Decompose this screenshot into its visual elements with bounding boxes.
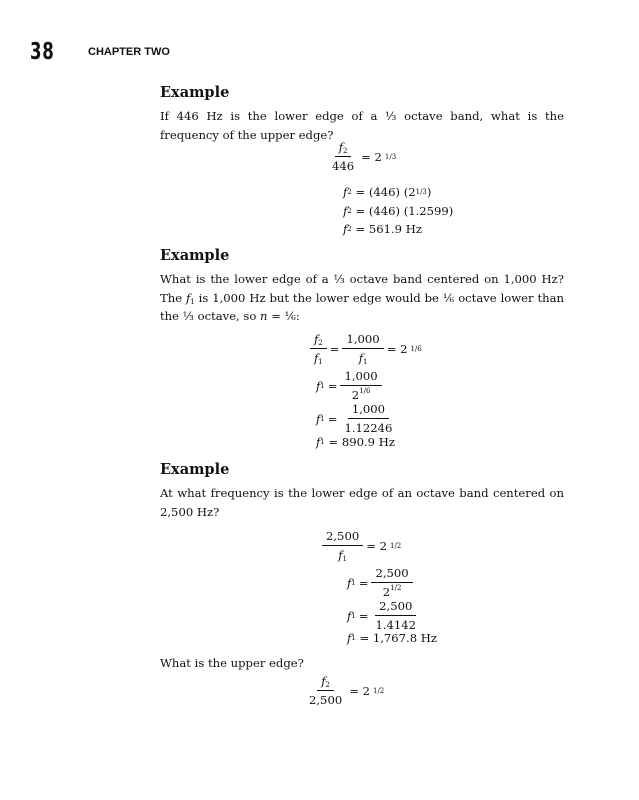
equation-result: f 1 = 890.9 Hz bbox=[316, 435, 395, 449]
question-text: What is the lower edge of a ⅓ octave band centered on 1,000 Hz? The bbox=[160, 272, 564, 305]
fraction bbox=[328, 140, 358, 173]
equation-text: = (446) (1.2599) bbox=[351, 204, 454, 218]
numerator: 1,000 bbox=[342, 332, 383, 349]
variable: f bbox=[316, 411, 321, 426]
equation-text: = 890.9 Hz bbox=[324, 435, 395, 449]
variable: f bbox=[314, 351, 319, 365]
numerator: 1,000 bbox=[348, 402, 389, 419]
subscript: 2 bbox=[342, 147, 348, 155]
denominator: 1.4142 bbox=[375, 618, 417, 632]
variable: f bbox=[321, 674, 326, 688]
equation-ratio: $\frac{f_2}{2,500}$ = 2 1/2 bbox=[305, 674, 384, 707]
equation-text: = (446) (2 bbox=[351, 185, 416, 199]
question-text: = ⅙: bbox=[267, 309, 300, 323]
equation-text: = 1,767.8 Hz bbox=[355, 631, 438, 645]
example-question bbox=[160, 270, 564, 326]
fraction bbox=[340, 369, 381, 402]
equation-step: f 1 = $\frac{2,500}{2^{1/2}}$ bbox=[347, 566, 413, 599]
example-question: At what frequency is the lower edge of an octave band centered on 2,500 Hz? bbox=[160, 486, 564, 519]
variable: f bbox=[347, 608, 352, 623]
example-heading: Example bbox=[160, 247, 230, 264]
equation-text: ) bbox=[426, 185, 432, 199]
denominator: 1.12246 bbox=[344, 421, 393, 435]
variable: f bbox=[185, 290, 191, 305]
variable: f bbox=[314, 332, 319, 346]
variable: f bbox=[343, 204, 348, 218]
equals-rhs: = 2 bbox=[386, 341, 408, 356]
equation-result: f 1 = 1,767.8 Hz bbox=[347, 631, 438, 645]
equation-text: = 561.9 Hz bbox=[351, 222, 422, 236]
variable: f bbox=[316, 435, 321, 449]
subscript: 1 bbox=[190, 297, 195, 306]
fraction bbox=[371, 566, 412, 599]
equals-rhs: = 2 bbox=[349, 683, 370, 698]
question-text: is 1,000 Hz but the lower edge would be ⅙ octave lower than the ⅓ octave, so bbox=[160, 290, 565, 323]
equation-ratio: $\frac{f_2}{f_1}$ = $\frac{1,000}{f_1}$ = 2 1/6 bbox=[310, 332, 422, 365]
subscript: 1 bbox=[318, 358, 323, 366]
fraction bbox=[371, 599, 420, 632]
equation-step: f 1 = $\frac{2,500}{1.4142}$ bbox=[347, 599, 420, 632]
example-question: If 446 Hz is the lower edge of a ⅓ octave band, what is the frequency of the upper edge? bbox=[160, 109, 564, 142]
variable: f bbox=[316, 378, 321, 393]
equation-step: f 2 = 561.9 Hz bbox=[343, 222, 422, 236]
numerator: 2,500 bbox=[371, 566, 412, 583]
equals-rhs: = 2 bbox=[361, 149, 382, 164]
fraction bbox=[342, 332, 383, 365]
exponent: 1/6 bbox=[359, 387, 371, 395]
variable: f bbox=[338, 140, 343, 154]
fraction bbox=[322, 529, 363, 562]
fraction bbox=[310, 332, 327, 365]
exponent: 1/2 bbox=[390, 584, 402, 592]
subscript: 2 bbox=[318, 339, 323, 347]
subscript: 1 bbox=[342, 555, 347, 563]
example-heading: Example bbox=[160, 84, 230, 101]
equation-ratio: $\frac{f_2}{446}$ = 2 1/3 bbox=[328, 140, 396, 173]
variable: f bbox=[338, 548, 343, 562]
page-number: 38 bbox=[30, 39, 55, 65]
subscript: 2 bbox=[325, 681, 330, 689]
numerator: 2,500 bbox=[375, 599, 416, 616]
equation-step: f 2 = (446) (2 1/3 ) bbox=[343, 185, 432, 199]
variable: f bbox=[343, 185, 348, 199]
variable: f bbox=[358, 351, 363, 365]
variable: f bbox=[343, 222, 348, 236]
denominator: 2,500 bbox=[309, 693, 343, 707]
numerator: 2,500 bbox=[322, 529, 363, 546]
fraction bbox=[340, 402, 396, 435]
denominator: 446 bbox=[332, 159, 355, 173]
variable: f bbox=[347, 631, 352, 645]
subscript: 1 bbox=[363, 358, 368, 366]
followup-question: What is the upper edge? bbox=[160, 656, 304, 670]
denominator: 2 bbox=[351, 388, 360, 402]
equation-step: f 1 = $\frac{1,000}{2^{1/6}}$ bbox=[316, 369, 382, 402]
fraction bbox=[305, 674, 346, 707]
equals-rhs: = 2 bbox=[366, 538, 387, 553]
denominator: 2 bbox=[382, 585, 391, 599]
chapter-title: CHAPTER TWO bbox=[88, 46, 170, 58]
example-heading: Example bbox=[160, 461, 230, 478]
variable: n bbox=[260, 309, 268, 323]
variable: f bbox=[347, 575, 352, 590]
numerator: 1,000 bbox=[340, 369, 381, 386]
equation-step: f 2 = (446) (1.2599) bbox=[343, 204, 454, 218]
equation-ratio: $\frac{2,500}{f_1}$ = 2 1/2 bbox=[322, 529, 401, 562]
equation-step: f 1 = $\frac{1,000}{1.12246}$ bbox=[316, 402, 396, 435]
